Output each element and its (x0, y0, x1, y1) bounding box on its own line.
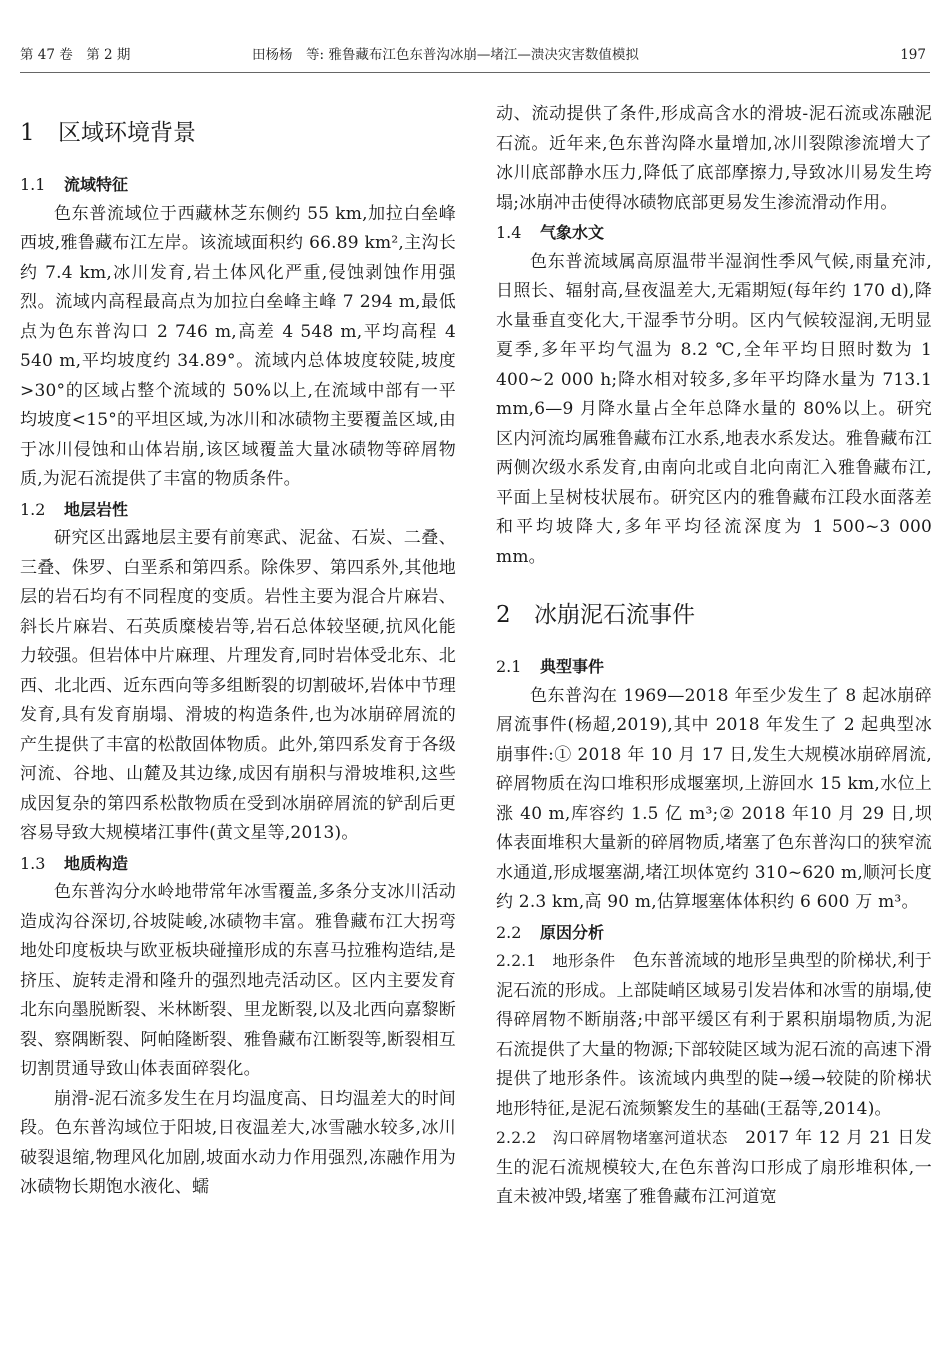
subsection-title: 流域特征 (64, 175, 129, 194)
paragraph-text: 色东普流域的地形呈典型的阶梯状,利于泥石流的形成。上部陡峭区域易引发岩体和冰雪的崩塌,使得碎屑物不断崩落;中部平缓区有利于累积崩塌物质,为泥石流提供了大量的物源;下部较陡区域为泥石流的高速下滑提供了地形条件。该流域内典型的陡→缓→较陡的阶梯状地形特征,是泥石流频繁发生的基础(王磊等,2014)。 (496, 951, 932, 1119)
subsection-title: 地质构造 (64, 853, 129, 873)
paragraph: 色东普沟分水岭地带常年冰雪覆盖,多条分支冰川活动造成沟谷深切,谷坡陡峻,冰碛物丰富。雅鲁藏布江大拐弯地处印度板块与欧亚板块碰撞形成的东喜马拉雅构造结,是挤压、旋转走滑和隆升的强烈地壳活动区。区内主要发育北东向墨脱断裂、米林断裂、里龙断裂,以及北西向嘉黎断裂、察隅断裂、阿帕隆断裂、雅鲁藏布江断裂等,断裂相互切割贯通导致山体表面碎裂化。 (20, 882, 456, 1079)
subsection-title: 典型事件 (540, 657, 605, 676)
running-header (20, 38, 930, 73)
section-title: 冰崩泥石流事件 (534, 602, 695, 628)
paragraph-continued: 动、流动提供了条件,形成高含水的滑坡-泥石流或冻融泥石流。近年来,色东普沟降水量增加,冰川裂隙渗流增大了冰川底部静水压力,降低了底部摩擦力,导致冰川易发生垮塌;冰崩冲击使得冰碛物底部更易发生渗流滑动作用。 (496, 104, 932, 213)
runin-heading (496, 1129, 728, 1147)
section-heading-2 (496, 600, 932, 630)
subsection-heading-2-2 (496, 918, 932, 948)
journal-volume-issue: 第 47 卷 第 2 期 (20, 47, 131, 63)
subsection-title: 地层岩性 (64, 499, 129, 519)
section-number: 1 (20, 120, 35, 146)
paragraph-text: 2017 年 12 月 21 日发生的泥石流规模较大,在色东普沟口形成了扇形堆积体,一直未被冲毁,堵塞了雅鲁藏布江河道宽 (496, 1128, 933, 1207)
paragraph: 研究区出露地层主要有前寒武、泥盆、石炭、二叠、三叠、侏罗、白垩系和第四系。除侏罗、第四系外,其他地层的岩石均有不同程度的变质。岩性主要为混合片麻岩、斜长片麻岩、石英质糜棱岩等,岩石总体较坚硬,抗风化能力较强。但岩体中片麻理、片理发育,同时岩体受北东、北西、北北西、近东西向等多组断裂的切割破坏,岩体中节理发育,具有发育崩塌、滑坡的构造条件,也为冰崩碎屑流的产生提供了丰富的松散固体物质。此外,第四系发育于各级河流、谷地、山麓及其边缘,成因有崩积与滑坡堆积,这些成因复杂的第四系松散物质在受到冰崩碎屑流的铲刮后更容易导致大规模堵江事件(黄文星等,2013)。 (20, 528, 456, 843)
paragraph: 色东普沟在 1969—2018 年至少发生了 8 起冰崩碎屑流事件(杨超,2019),其中 2018 年发生了 2 起典型冰崩事件:① 2018 年 10 月 17 日,发生大规模冰崩碎屑流,碎屑物质在沟口堆积形成堰塞坝,上游回水 15 km,水位上涨 40 m,库容约 1.5 亿 m³;② 2018 年10 月 29 日,坝体表面堆积大量新的碎屑物质,堵塞了色东普沟口的狭窄流水通道,形成堰塞湖,堵江坝体宽约 310~620 m,顺河长度约 2.3 km,高 90 m,估算堰塞体体积约 6 600 万 m³。 (496, 685, 932, 912)
subsection-number: 1.2 (20, 499, 46, 519)
subsection-number: 2.2 (496, 922, 522, 942)
subsection-heading-1-4 (496, 218, 932, 248)
subsection-title: 原因分析 (540, 922, 605, 942)
running-title: 田杨杨 等: 雅鲁藏布江色东普沟冰崩—堵江—溃决灾害数值模拟 (252, 47, 639, 63)
runin-number: 2.2.1 (496, 952, 537, 970)
subsection-number: 1.3 (20, 853, 46, 873)
runin-title: 地形条件 (552, 952, 616, 970)
paragraph-2-2-2 (496, 1124, 932, 1213)
subsection-heading-1-1 (20, 170, 456, 200)
subsection-heading-1-2 (20, 495, 456, 525)
section-heading-1 (20, 118, 456, 148)
paragraph: 崩滑-泥石流多发生在月均温度高、日均温差大的时间段。色东普沟域位于阳坡,日夜温差大,冰雪融水较多,冰川破裂退缩,物理风化加剧,坡面水动力作用强烈,冻融作用为冰碛物长期饱水液化、蠕 (20, 1088, 456, 1197)
subsection-title: 气象水文 (540, 223, 605, 242)
left-column (20, 100, 456, 1203)
right-column (496, 100, 932, 1213)
runin-number: 2.2.2 (496, 1129, 537, 1147)
runin-title: 沟口碎屑物堵塞河道状态 (552, 1129, 728, 1147)
subsection-number: 1.4 (496, 223, 522, 242)
subsection-heading-1-3 (20, 849, 456, 879)
subsection-number: 1.1 (20, 175, 46, 194)
section-title: 区域环境背景 (58, 120, 196, 146)
subsection-heading-2-1 (496, 652, 932, 682)
paragraph: 色东普流域位于西藏林芝东侧约 55 km,加拉白垒峰西坡,雅鲁藏布江左岸。该流域面积约 66.89 km²,主沟长约 7.4 km,冰川发育,岩土体风化严重,侵蚀剥蚀作用强烈。流域内高程最高点为加拉白垒峰主峰 7 294 m,最低点为色东普沟口 2 746 m,高差 4 548 m,平均高程 4 540 m,平均坡度约 34.89°。流域内总体坡度较陡,坡度>30°的区域占整个流域的 50%以上,在流域中部有一平均坡度<15°的平坦区域,为冰川和冰碛物主要覆盖区域,由于冰川侵蚀和山体岩崩,该区域覆盖大量冰碛物等碎屑物质,为泥石流提供了丰富的物质条件。 (20, 203, 456, 489)
subsection-number: 2.1 (496, 657, 522, 676)
paragraph-2-2-1 (496, 947, 932, 1124)
runin-heading (496, 952, 615, 970)
section-number: 2 (496, 602, 511, 628)
paragraph: 色东普流域属高原温带半湿润性季风气候,雨量充沛,日照长、辐射高,昼夜温差大,无霜期短(每年约 170 d),降水量垂直变化大,干湿季节分明。区内气候较湿润,无明显夏季,多年平均气温为 8.2 ℃,全年平均日照时数为 1 400~2 000 h;降水相对较多,多年平均降水量为 713.1 mm,6—9 月降水量占全年总降水量的 80%以上。研究区内河流均属雅鲁藏布江水系,地表水系发达。雅鲁藏布江两侧次级水系发育,由南向北或自北向南汇入雅鲁藏布江,平面上呈树枝状展布。研究区内的雅鲁藏布江段水面落差和平均坡降大,多年平均径流深度为 1 500~3 000 mm。 (496, 251, 932, 567)
page-number: 197 (900, 47, 926, 63)
